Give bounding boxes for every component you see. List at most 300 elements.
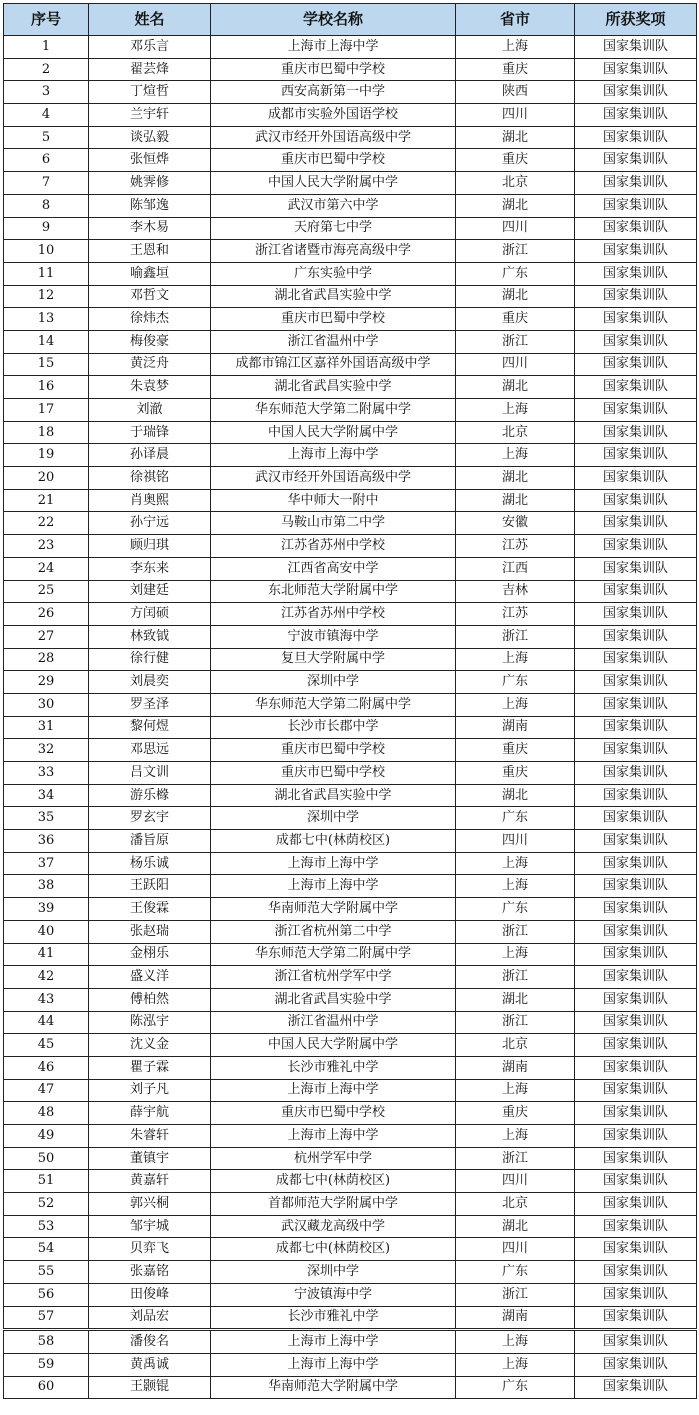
cell-name: 方闰硕 [89,603,211,626]
cell-province: 广东 [456,898,575,921]
cell-name: 林致钺 [89,625,211,648]
cell-province: 浙江 [456,330,575,353]
cell-province: 广东 [456,262,575,285]
cell-index: 13 [4,308,89,331]
table-row [4,603,697,626]
cell-school: 江苏省苏州中学校 [211,535,456,558]
cell-name: 翟芸烽 [89,58,211,81]
cell-award: 国家集训队 [575,739,697,762]
cell-name: 李东来 [89,557,211,580]
cell-name: 兰宇轩 [89,104,211,127]
cell-province: 江苏 [456,603,575,626]
cell-school: 长沙市雅礼中学 [211,1306,456,1330]
cell-province: 湖北 [456,784,575,807]
cell-province: 重庆 [456,762,575,785]
cell-index: 24 [4,557,89,580]
cell-name: 张恒烨 [89,149,211,172]
cell-province: 湖北 [456,489,575,512]
cell-index: 17 [4,399,89,422]
table-row [4,693,697,716]
cell-name: 陈泓宇 [89,1011,211,1034]
cell-name: 刘品宏 [89,1306,211,1330]
cell-award: 国家集训队 [575,988,697,1011]
cell-index: 20 [4,467,89,490]
cell-school: 华南师范大学附属中学 [211,898,456,921]
cell-name: 盛义洋 [89,966,211,989]
table-row [4,262,697,285]
cell-school: 中国人民大学附属中学 [211,421,456,444]
cell-name: 田俊峰 [89,1283,211,1306]
cell-school: 上海市上海中学 [211,444,456,467]
cell-province: 上海 [456,1079,575,1102]
cell-province: 浙江 [456,1011,575,1034]
cell-name: 刘澈 [89,399,211,422]
cell-province: 四川 [456,104,575,127]
cell-award: 国家集训队 [575,1034,697,1057]
table-row [4,330,697,353]
cell-index: 7 [4,172,89,195]
cell-award: 国家集训队 [575,580,697,603]
cell-index: 34 [4,784,89,807]
table-row [4,920,697,943]
cell-province: 重庆 [456,1102,575,1125]
table-row [4,376,697,399]
cell-name: 徐炜杰 [89,308,211,331]
cell-province: 安徽 [456,512,575,535]
cell-name: 肖奥熙 [89,489,211,512]
cell-province: 上海 [456,444,575,467]
cell-name: 朱睿轩 [89,1125,211,1148]
table-row [4,648,697,671]
cell-award: 国家集训队 [575,784,697,807]
cell-school: 长沙市长郡中学 [211,716,456,739]
cell-award: 国家集训队 [575,807,697,830]
table-row [4,1306,697,1330]
cell-school: 华中师大一附中 [211,489,456,512]
cell-province: 上海 [456,943,575,966]
cell-award: 国家集训队 [575,830,697,853]
cell-province: 北京 [456,421,575,444]
cell-index: 23 [4,535,89,558]
cell-name: 潘俊名 [89,1330,211,1354]
cell-award: 国家集训队 [575,172,697,195]
cell-name: 孙宁远 [89,512,211,535]
cell-name: 喻鑫垣 [89,262,211,285]
cell-award: 国家集训队 [575,489,697,512]
cell-school: 马鞍山市第二中学 [211,512,456,535]
table-row [4,104,697,127]
cell-index: 57 [4,1306,89,1330]
table-header [4,4,697,36]
cell-province: 广东 [456,671,575,694]
header-province: 省市 [456,4,575,36]
cell-award: 国家集训队 [575,920,697,943]
cell-province: 湖北 [456,988,575,1011]
cell-name: 邓思远 [89,739,211,762]
cell-award: 国家集训队 [575,1353,697,1376]
cell-award: 国家集训队 [575,1079,697,1102]
cell-province: 浙江 [456,920,575,943]
cell-award: 国家集训队 [575,1261,697,1284]
table-row [4,1261,697,1284]
cell-province: 浙江 [456,240,575,263]
cell-award: 国家集训队 [575,104,697,127]
cell-award: 国家集训队 [575,943,697,966]
cell-school: 浙江省温州中学 [211,1011,456,1034]
table-row [4,1147,697,1170]
cell-school: 长沙市雅礼中学 [211,1056,456,1079]
cell-province: 北京 [456,1193,575,1216]
cell-index: 12 [4,285,89,308]
cell-school: 广东实验中学 [211,262,456,285]
cell-school: 湖北省武昌实验中学 [211,784,456,807]
cell-name: 孙译晨 [89,444,211,467]
cell-name: 刘子凡 [89,1079,211,1102]
cell-school: 杭州学军中学 [211,1147,456,1170]
cell-index: 33 [4,762,89,785]
cell-name: 邓乐言 [89,36,211,59]
cell-index: 16 [4,376,89,399]
cell-award: 国家集训队 [575,1376,697,1399]
cell-index: 45 [4,1034,89,1057]
table-row [4,489,697,512]
table-row [4,898,697,921]
cell-province: 湖北 [456,126,575,149]
cell-school: 上海市上海中学 [211,1353,456,1376]
cell-province: 上海 [456,1330,575,1354]
cell-index: 55 [4,1261,89,1284]
cell-index: 46 [4,1056,89,1079]
cell-index: 52 [4,1193,89,1216]
table-row [4,444,697,467]
table-row [4,807,697,830]
cell-index: 39 [4,898,89,921]
cell-province: 江西 [456,557,575,580]
table-body [4,36,697,1399]
cell-name: 黄禹诚 [89,1353,211,1376]
cell-award: 国家集训队 [575,535,697,558]
cell-index: 22 [4,512,89,535]
cell-award: 国家集训队 [575,149,697,172]
cell-name: 张嘉铭 [89,1261,211,1284]
cell-index: 6 [4,149,89,172]
cell-school: 江西省高安中学 [211,557,456,580]
table-row [4,1102,697,1125]
cell-award: 国家集训队 [575,1125,697,1148]
cell-name: 金栩乐 [89,943,211,966]
cell-index: 35 [4,807,89,830]
table-row [4,1215,697,1238]
table-row [4,762,697,785]
cell-school: 成都七中(林荫校区) [211,1170,456,1193]
table-row [4,240,697,263]
cell-province: 广东 [456,1376,575,1399]
cell-index: 8 [4,194,89,217]
table-row [4,852,697,875]
table-row [4,830,697,853]
cell-province: 上海 [456,875,575,898]
table-row [4,149,697,172]
cell-award: 国家集训队 [575,36,697,59]
table-row [4,285,697,308]
cell-index: 3 [4,81,89,104]
cell-province: 重庆 [456,149,575,172]
cell-school: 湖北省武昌实验中学 [211,988,456,1011]
cell-name: 姚霁修 [89,172,211,195]
cell-school: 浙江省杭州学军中学 [211,966,456,989]
cell-school: 上海市上海中学 [211,875,456,898]
cell-school: 天府第七中学 [211,217,456,240]
cell-award: 国家集训队 [575,762,697,785]
cell-province: 四川 [456,1170,575,1193]
cell-province: 上海 [456,693,575,716]
cell-province: 湖南 [456,716,575,739]
cell-school: 首都师范大学附属中学 [211,1193,456,1216]
cell-index: 9 [4,217,89,240]
cell-index: 38 [4,875,89,898]
cell-index: 2 [4,58,89,81]
cell-index: 4 [4,104,89,127]
table-row [4,943,697,966]
cell-award: 国家集训队 [575,603,697,626]
cell-award: 国家集训队 [575,353,697,376]
table-row [4,580,697,603]
table-row [4,512,697,535]
cell-award: 国家集训队 [575,330,697,353]
table-row [4,1056,697,1079]
cell-school: 重庆市巴蜀中学校 [211,1102,456,1125]
cell-school: 湖北省武昌实验中学 [211,376,456,399]
cell-index: 29 [4,671,89,694]
cell-school: 成都市实验外国语学校 [211,104,456,127]
header-school: 学校名称 [211,4,456,36]
cell-school: 华东师范大学第二附属中学 [211,399,456,422]
cell-award: 国家集训队 [575,126,697,149]
header-row [4,4,697,36]
cell-index: 32 [4,739,89,762]
cell-index: 25 [4,580,89,603]
table-row [4,557,697,580]
cell-index: 59 [4,1353,89,1376]
cell-name: 王俊霖 [89,898,211,921]
cell-index: 43 [4,988,89,1011]
cell-province: 重庆 [456,739,575,762]
cell-index: 54 [4,1238,89,1261]
cell-award: 国家集训队 [575,1330,697,1354]
cell-index: 42 [4,966,89,989]
table-row [4,1376,697,1399]
cell-province: 江苏 [456,535,575,558]
cell-province: 湖北 [456,285,575,308]
cell-award: 国家集训队 [575,217,697,240]
cell-province: 上海 [456,1353,575,1376]
cell-name: 王跃阳 [89,875,211,898]
cell-school: 武汉市经开外国语高级中学 [211,467,456,490]
table-row [4,875,697,898]
table-row [4,966,697,989]
table-row [4,126,697,149]
table-row [4,421,697,444]
table-row [4,1125,697,1148]
cell-school: 重庆市巴蜀中学校 [211,149,456,172]
cell-name: 徐祺铭 [89,467,211,490]
cell-index: 40 [4,920,89,943]
cell-award: 国家集训队 [575,1102,697,1125]
cell-name: 黄泛舟 [89,353,211,376]
cell-award: 国家集训队 [575,1011,697,1034]
cell-award: 国家集训队 [575,512,697,535]
cell-province: 陕西 [456,81,575,104]
award-table [3,3,697,1399]
cell-index: 21 [4,489,89,512]
table-row [4,1079,697,1102]
cell-award: 国家集训队 [575,1215,697,1238]
table-row [4,1034,697,1057]
cell-province: 四川 [456,830,575,853]
table-row [4,1011,697,1034]
table-row [4,625,697,648]
table-row [4,399,697,422]
cell-name: 董镇宇 [89,1147,211,1170]
cell-province: 四川 [456,1238,575,1261]
table-row [4,671,697,694]
cell-school: 西安高新第一中学 [211,81,456,104]
cell-index: 28 [4,648,89,671]
cell-province: 北京 [456,172,575,195]
table-row [4,58,697,81]
cell-school: 华东师范大学第二附属中学 [211,693,456,716]
cell-school: 重庆市巴蜀中学校 [211,739,456,762]
cell-award: 国家集训队 [575,966,697,989]
cell-name: 沈义金 [89,1034,211,1057]
cell-name: 王颢锟 [89,1376,211,1399]
cell-province: 浙江 [456,625,575,648]
cell-province: 湖北 [456,1215,575,1238]
header-award: 所获奖项 [575,4,697,36]
table-row [4,308,697,331]
cell-school: 上海市上海中学 [211,1079,456,1102]
cell-name: 邓哲文 [89,285,211,308]
cell-award: 国家集训队 [575,875,697,898]
cell-index: 37 [4,852,89,875]
cell-award: 国家集训队 [575,444,697,467]
cell-school: 上海市上海中学 [211,852,456,875]
cell-index: 41 [4,943,89,966]
cell-award: 国家集训队 [575,1147,697,1170]
cell-index: 15 [4,353,89,376]
cell-province: 湖南 [456,1306,575,1330]
cell-name: 贝弈飞 [89,1238,211,1261]
table-row [4,1330,697,1354]
table-row [4,784,697,807]
cell-award: 国家集训队 [575,376,697,399]
cell-award: 国家集训队 [575,1170,697,1193]
cell-award: 国家集训队 [575,399,697,422]
cell-school: 武汉市第六中学 [211,194,456,217]
cell-name: 黄嘉轩 [89,1170,211,1193]
cell-name: 刘建廷 [89,580,211,603]
cell-name: 傅柏然 [89,988,211,1011]
cell-province: 上海 [456,1125,575,1148]
cell-province: 浙江 [456,966,575,989]
cell-province: 四川 [456,353,575,376]
cell-award: 国家集训队 [575,308,697,331]
cell-province: 湖北 [456,467,575,490]
cell-index: 30 [4,693,89,716]
cell-school: 浙江省杭州第二中学 [211,920,456,943]
cell-name: 朱袁梦 [89,376,211,399]
table-row [4,1170,697,1193]
cell-name: 潘旨原 [89,830,211,853]
cell-award: 国家集训队 [575,557,697,580]
cell-name: 邹宇城 [89,1215,211,1238]
cell-award: 国家集训队 [575,898,697,921]
cell-school: 上海市上海中学 [211,1125,456,1148]
cell-school: 上海市上海中学 [211,36,456,59]
table-row [4,716,697,739]
cell-province: 重庆 [456,308,575,331]
cell-school: 成都市锦江区嘉祥外国语高级中学 [211,353,456,376]
cell-province: 吉林 [456,580,575,603]
cell-index: 58 [4,1330,89,1354]
cell-name: 杨乐诚 [89,852,211,875]
cell-index: 10 [4,240,89,263]
table-row [4,217,697,240]
table-row [4,81,697,104]
cell-index: 44 [4,1011,89,1034]
cell-school: 上海市上海中学 [211,1330,456,1354]
cell-index: 5 [4,126,89,149]
cell-province: 湖北 [456,194,575,217]
cell-award: 国家集训队 [575,1283,697,1306]
cell-index: 11 [4,262,89,285]
cell-index: 27 [4,625,89,648]
cell-school: 复旦大学附属中学 [211,648,456,671]
cell-school: 华南师范大学附属中学 [211,1376,456,1399]
cell-name: 游乐橼 [89,784,211,807]
cell-province: 四川 [456,217,575,240]
table-row [4,1238,697,1261]
cell-award: 国家集训队 [575,1193,697,1216]
cell-school: 武汉市经开外国语高级中学 [211,126,456,149]
table-row [4,1353,697,1376]
cell-school: 深圳中学 [211,671,456,694]
cell-award: 国家集训队 [575,194,697,217]
cell-province: 浙江 [456,1147,575,1170]
table-row [4,172,697,195]
table-row [4,353,697,376]
cell-index: 36 [4,830,89,853]
cell-name: 丁煊哲 [89,81,211,104]
cell-name: 徐行健 [89,648,211,671]
table-row [4,1193,697,1216]
header-name: 姓名 [89,4,211,36]
cell-province: 重庆 [456,58,575,81]
cell-index: 49 [4,1125,89,1148]
cell-name: 薛宇航 [89,1102,211,1125]
cell-index: 47 [4,1079,89,1102]
cell-school: 浙江省诸暨市海亮高级中学 [211,240,456,263]
cell-school: 华东师范大学第二附属中学 [211,943,456,966]
cell-province: 湖北 [456,376,575,399]
cell-index: 53 [4,1215,89,1238]
cell-index: 26 [4,603,89,626]
cell-province: 广东 [456,807,575,830]
cell-index: 18 [4,421,89,444]
cell-school: 深圳中学 [211,807,456,830]
cell-name: 顾归琪 [89,535,211,558]
cell-school: 重庆市巴蜀中学校 [211,308,456,331]
